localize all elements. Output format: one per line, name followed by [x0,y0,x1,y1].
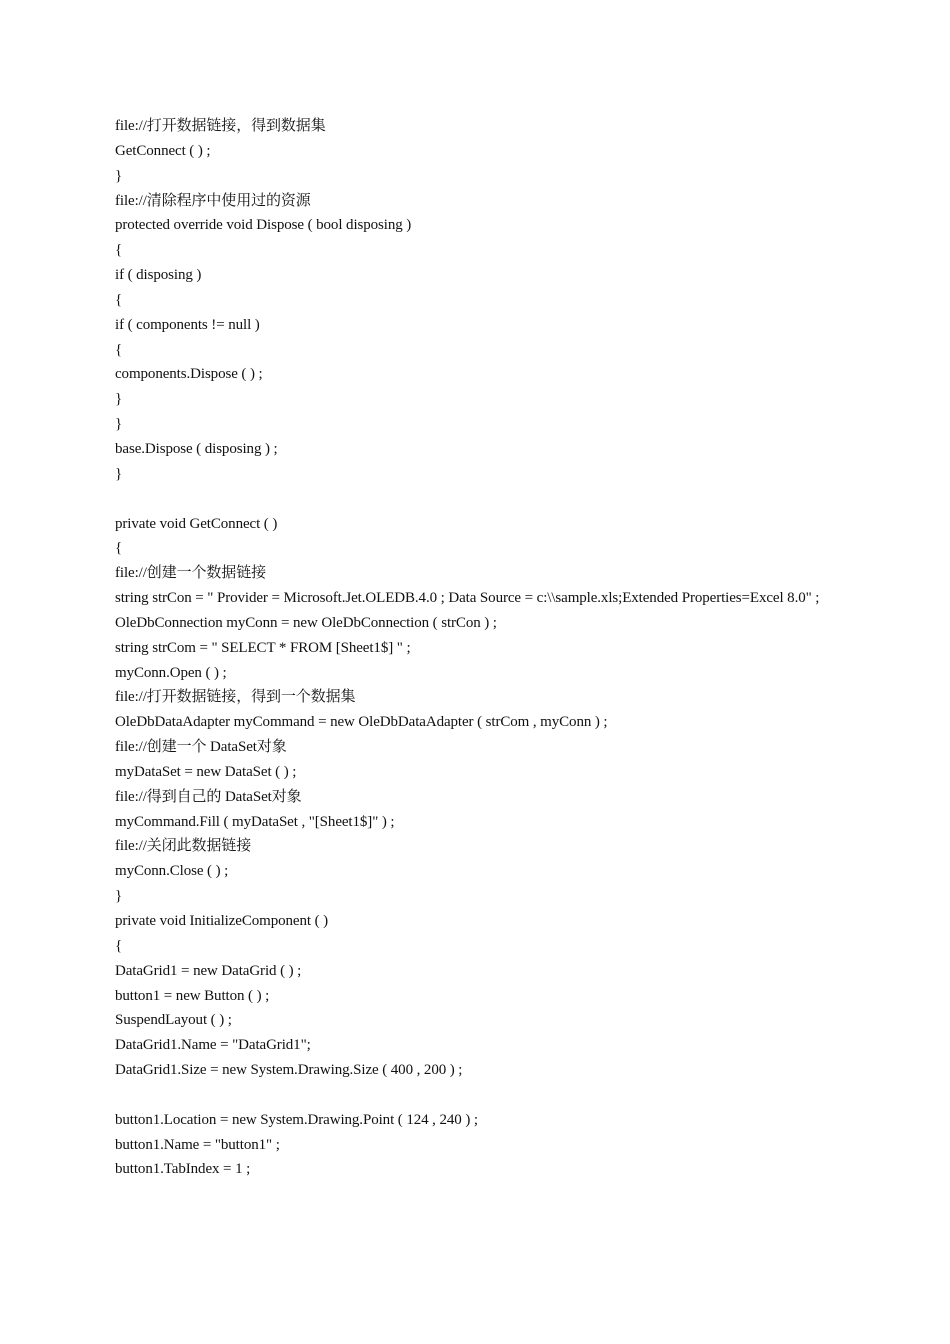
code-line: OleDbDataAdapter myCommand = new OleDbDataAdapter ( strCom , myConn ) ; [115,714,608,731]
code-line: private void GetConnect ( ) [115,515,278,532]
code-line: { [115,341,123,358]
code-line: myConn.Open ( ) ; [115,664,227,681]
code-line: file://创建一个数据链接 [115,565,266,582]
code-line: } [115,465,123,482]
code-line: { [115,291,123,308]
code-line: file://打开数据链接，得到数据集 [115,118,326,134]
code-line: file://创建一个 DataSet对象 [115,739,287,756]
code-line: } [115,167,123,184]
code-line-wrapped: string strCon = " Provider = Microsoft.Jet.OLEDB.4.0 ; Data Source = c:\\sample.xls;Extended Properties=Excel 8.0" ; [115,590,820,607]
code-line: file://得到自己的 DataSet对象 [115,788,302,805]
code-line: { [115,242,123,259]
code-line: file://打开数据链接，得到一个数据集 [115,689,356,706]
code-line: } [115,416,123,433]
code-line: protected override void Dispose ( bool disposing ) [115,217,412,234]
code-line: myCommand.Fill ( myDataSet , "[Sheet1$]" ) ; [115,813,395,830]
code-line: { [115,937,123,954]
code-line: if ( components != null ) [115,316,260,333]
code-line: } [115,391,123,408]
code-line: DataGrid1 = new DataGrid ( ) ; [115,962,302,979]
code-line: } [115,888,123,905]
code-line: SuspendLayout ( ) ; [115,1012,232,1029]
code-line: if ( disposing ) [115,267,202,284]
code-line: GetConnect ( ) ; [115,142,211,159]
code-line: myDataSet = new DataSet ( ) ; [115,763,297,780]
blank-line [115,487,885,512]
code-line: file://清除程序中使用过的资源 [115,192,311,209]
code-line: base.Dispose ( disposing ) ; [115,440,278,457]
code-line: private void InitializeComponent ( ) [115,913,329,929]
blank-line [115,1083,885,1108]
code-line: DataGrid1.Name = "DataGrid1"; [115,1037,311,1054]
code-line: myConn.Close ( ) ; [115,863,229,880]
code-line: button1 = new Button ( ) ; [115,987,270,1004]
code-line: button1.Location = new System.Drawing.Point ( 124 , 240 ) ; [115,1111,478,1128]
code-line: button1.Name = "button1" ; [115,1136,280,1153]
code-line: OleDbConnection myConn = new OleDbConnection ( strCon ) ; [115,614,497,631]
code-line: string strCom = " SELECT * FROM [Sheet1$] " ; [115,639,411,656]
code-line: { [115,540,123,557]
code-listing [115,114,885,1182]
code-line: DataGrid1.Size = new System.Drawing.Size ( 400 , 200 ) ; [115,1062,463,1079]
code-line: button1.TabIndex = 1 ; [115,1161,251,1178]
code-line: components.Dispose ( ) ; [115,366,263,383]
code-line: file://关闭此数据链接 [115,838,252,855]
